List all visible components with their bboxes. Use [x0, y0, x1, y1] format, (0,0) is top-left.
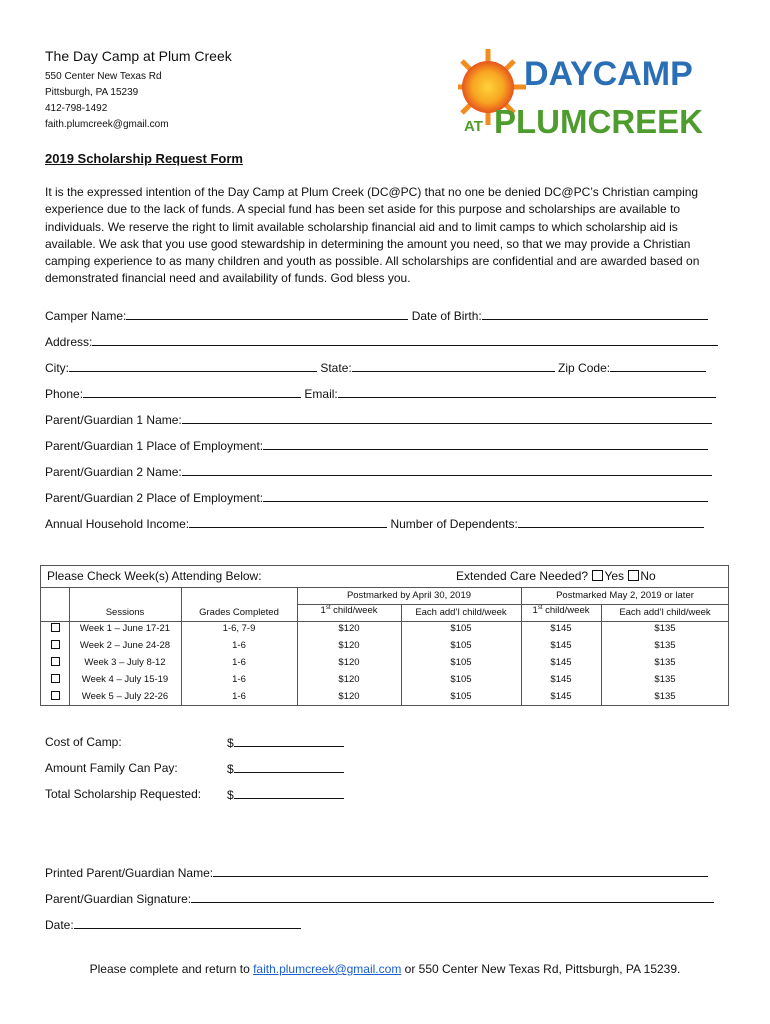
row-address	[45, 334, 718, 349]
city-label: City:	[45, 361, 69, 375]
week-1-checkbox[interactable]	[41, 623, 69, 634]
grades-cell: 1-6, 7-9	[222, 623, 256, 634]
week-4-checkbox[interactable]	[41, 674, 69, 685]
session-cell: Week 3 – July 8-12	[84, 657, 166, 668]
city-field[interactable]	[69, 360, 317, 372]
pg2-employment-field[interactable]	[263, 490, 708, 502]
footer-prefix: Please complete and return to	[89, 962, 254, 976]
cost-of-camp-field[interactable]: $	[227, 735, 344, 750]
org-address-line-2: Pittsburgh, PA 15239	[45, 87, 139, 98]
late-first-child-header: 1st child/week	[532, 605, 590, 617]
grades-cell: 1-6	[232, 657, 246, 668]
extended-care-yes-label: Yes	[604, 569, 625, 583]
pg1-employment-field[interactable]	[263, 438, 708, 450]
state-label: State:	[320, 361, 352, 375]
early-first-price: $120	[338, 691, 360, 702]
weeks-table-header	[41, 566, 728, 588]
email-field[interactable]	[338, 386, 716, 398]
cost-of-camp-label: Cost of Camp:	[45, 735, 122, 749]
pg2-name-label: Parent/Guardian 2 Name:	[45, 465, 182, 479]
grades-cell: 1-6	[232, 640, 246, 651]
income-field[interactable]	[189, 516, 387, 528]
camper-name-field[interactable]	[126, 308, 408, 320]
row-phone	[45, 386, 716, 401]
dob-field[interactable]	[482, 308, 708, 320]
row-signature	[45, 891, 714, 906]
signature-label: Parent/Guardian Signature:	[45, 892, 192, 906]
org-address-line-1: 550 Center New Texas Rd	[45, 71, 162, 82]
grades-header: Grades Completed	[199, 607, 279, 618]
date-field[interactable]	[74, 917, 301, 929]
pg1-name-field[interactable]	[182, 412, 712, 424]
form-title: 2019 Scholarship Request Form	[45, 151, 243, 166]
table-divider	[41, 621, 729, 622]
table-divider	[601, 604, 602, 705]
late-addl-child-header: Each add’l child/week	[619, 607, 711, 618]
weeks-table	[40, 565, 729, 706]
session-cell: Week 5 – July 22-26	[81, 691, 169, 702]
zip-field[interactable]	[610, 360, 706, 372]
early-addl-price: $105	[450, 691, 472, 702]
footer-instructions	[0, 962, 770, 976]
early-first-price: $120	[338, 674, 360, 685]
early-addl-price: $105	[450, 640, 472, 651]
total-scholarship-field[interactable]: $	[227, 787, 344, 802]
late-first-price: $145	[550, 640, 572, 651]
extended-care-label: Extended Care Needed?	[456, 569, 589, 583]
late-first-price: $145	[550, 657, 572, 668]
total-scholarship-label: Total Scholarship Requested:	[45, 787, 202, 801]
row-date	[45, 917, 301, 932]
early-first-price: $120	[338, 623, 360, 634]
early-addl-price: $105	[450, 674, 472, 685]
row-pg2-name	[45, 464, 712, 479]
early-first-price: $120	[338, 640, 360, 651]
row-camper	[45, 308, 708, 323]
pg2-employment-label: Parent/Guardian 2 Place of Employment:	[45, 491, 264, 505]
early-first-child-header: 1st child/week	[320, 605, 378, 617]
row-pg1-name	[45, 412, 712, 427]
late-first-price: $145	[550, 623, 572, 634]
week-3-checkbox[interactable]	[41, 657, 69, 668]
extended-care-yes-checkbox[interactable]	[592, 570, 603, 581]
row-income	[45, 516, 704, 531]
week-5-checkbox[interactable]	[41, 691, 69, 702]
extended-care-no-label: No	[640, 569, 656, 583]
intro-paragraph: It is the expressed intention of the Day Camp at Plum Creek (DC@PC) that no one be denied DC@PC’s Christian camping experience due to the lack of funds. A special fund has been set aside for this purpose and scholarships are available to individuals. We reserve the right to limit available scholarship financial aid and to limit camps to which scholarship aid is available. We ask that you use good stewardship in determining the amount you need, so that we may provide a Christian camping experience to as many children and youth as possible. All scholarships are confidential and are awarded based on demonstrated financial need and availability of funds. God bless you.	[45, 185, 700, 286]
session-cell: Week 1 – June 17-21	[79, 623, 171, 634]
sessions-header: Sessions	[105, 607, 145, 618]
dependents-label: Number of Dependents:	[390, 517, 518, 531]
extended-care-group	[456, 569, 656, 583]
check-weeks-label: Please Check Week(s) Attending Below:	[47, 569, 262, 583]
late-first-price: $145	[550, 691, 572, 702]
late-addl-price: $135	[654, 691, 676, 702]
late-addl-price: $135	[654, 623, 676, 634]
row-city	[45, 360, 706, 375]
amount-family-label: Amount Family Can Pay:	[45, 761, 178, 775]
early-postmark-header: Postmarked by April 30, 2019	[346, 590, 472, 601]
income-label: Annual Household Income:	[45, 517, 190, 531]
zip-label: Zip Code:	[558, 361, 611, 375]
state-field[interactable]	[352, 360, 555, 372]
early-first-price: $120	[338, 657, 360, 668]
late-postmark-header: Postmarked May 2, 2019 or later	[556, 590, 694, 601]
week-2-checkbox[interactable]	[41, 640, 69, 651]
grades-cell: 1-6	[232, 691, 246, 702]
row-pg2-employment	[45, 490, 708, 505]
daycamp-logo	[458, 47, 722, 139]
session-cell: Week 4 – July 15-19	[81, 674, 169, 685]
pg1-employment-label: Parent/Guardian 1 Place of Employment:	[45, 439, 264, 453]
row-pg1-employment	[45, 438, 708, 453]
camper-name-label: Camper Name:	[45, 309, 127, 323]
address-field[interactable]	[92, 334, 718, 346]
footer-suffix: or 550 Center New Texas Rd, Pittsburgh, PA 15239.	[401, 962, 681, 976]
org-email: faith.plumcreek@gmail.com	[45, 119, 169, 130]
session-cell: Week 2 – June 24-28	[79, 640, 171, 651]
table-divider	[401, 604, 402, 705]
early-addl-child-header: Each add’l child/week	[415, 607, 507, 618]
pg2-name-field[interactable]	[182, 464, 712, 476]
footer-email-link[interactable]: faith.plumcreek@gmail.com	[253, 962, 402, 976]
phone-label: Phone:	[45, 387, 84, 401]
org-phone: 412-798-1492	[45, 103, 108, 114]
logo-plumcreek-text: PLUMCREEK	[494, 103, 704, 139]
printed-name-label: Printed Parent/Guardian Name:	[45, 866, 214, 880]
dependents-field[interactable]	[518, 516, 704, 528]
early-addl-price: $105	[450, 657, 472, 668]
printed-name-field[interactable]	[213, 865, 708, 877]
extended-care-no-checkbox[interactable]	[628, 570, 639, 581]
org-name: The Day Camp at Plum Creek	[45, 48, 232, 64]
pg1-name-label: Parent/Guardian 1 Name:	[45, 413, 182, 427]
logo-daycamp-text: DAYCAMP	[524, 55, 693, 93]
logo-at-text: AT	[464, 118, 483, 135]
late-addl-price: $135	[654, 657, 676, 668]
early-addl-price: $105	[450, 623, 472, 634]
late-addl-price: $135	[654, 640, 676, 651]
signature-field[interactable]	[191, 891, 714, 903]
date-label: Date:	[45, 918, 74, 932]
amount-family-field[interactable]: $	[227, 761, 344, 776]
dob-label: Date of Birth:	[411, 309, 482, 323]
phone-field[interactable]	[83, 386, 301, 398]
email-label: Email:	[304, 387, 338, 401]
row-printed-name	[45, 865, 708, 880]
address-label: Address:	[45, 335, 93, 349]
late-addl-price: $135	[654, 674, 676, 685]
late-first-price: $145	[550, 674, 572, 685]
grades-cell: 1-6	[232, 674, 246, 685]
